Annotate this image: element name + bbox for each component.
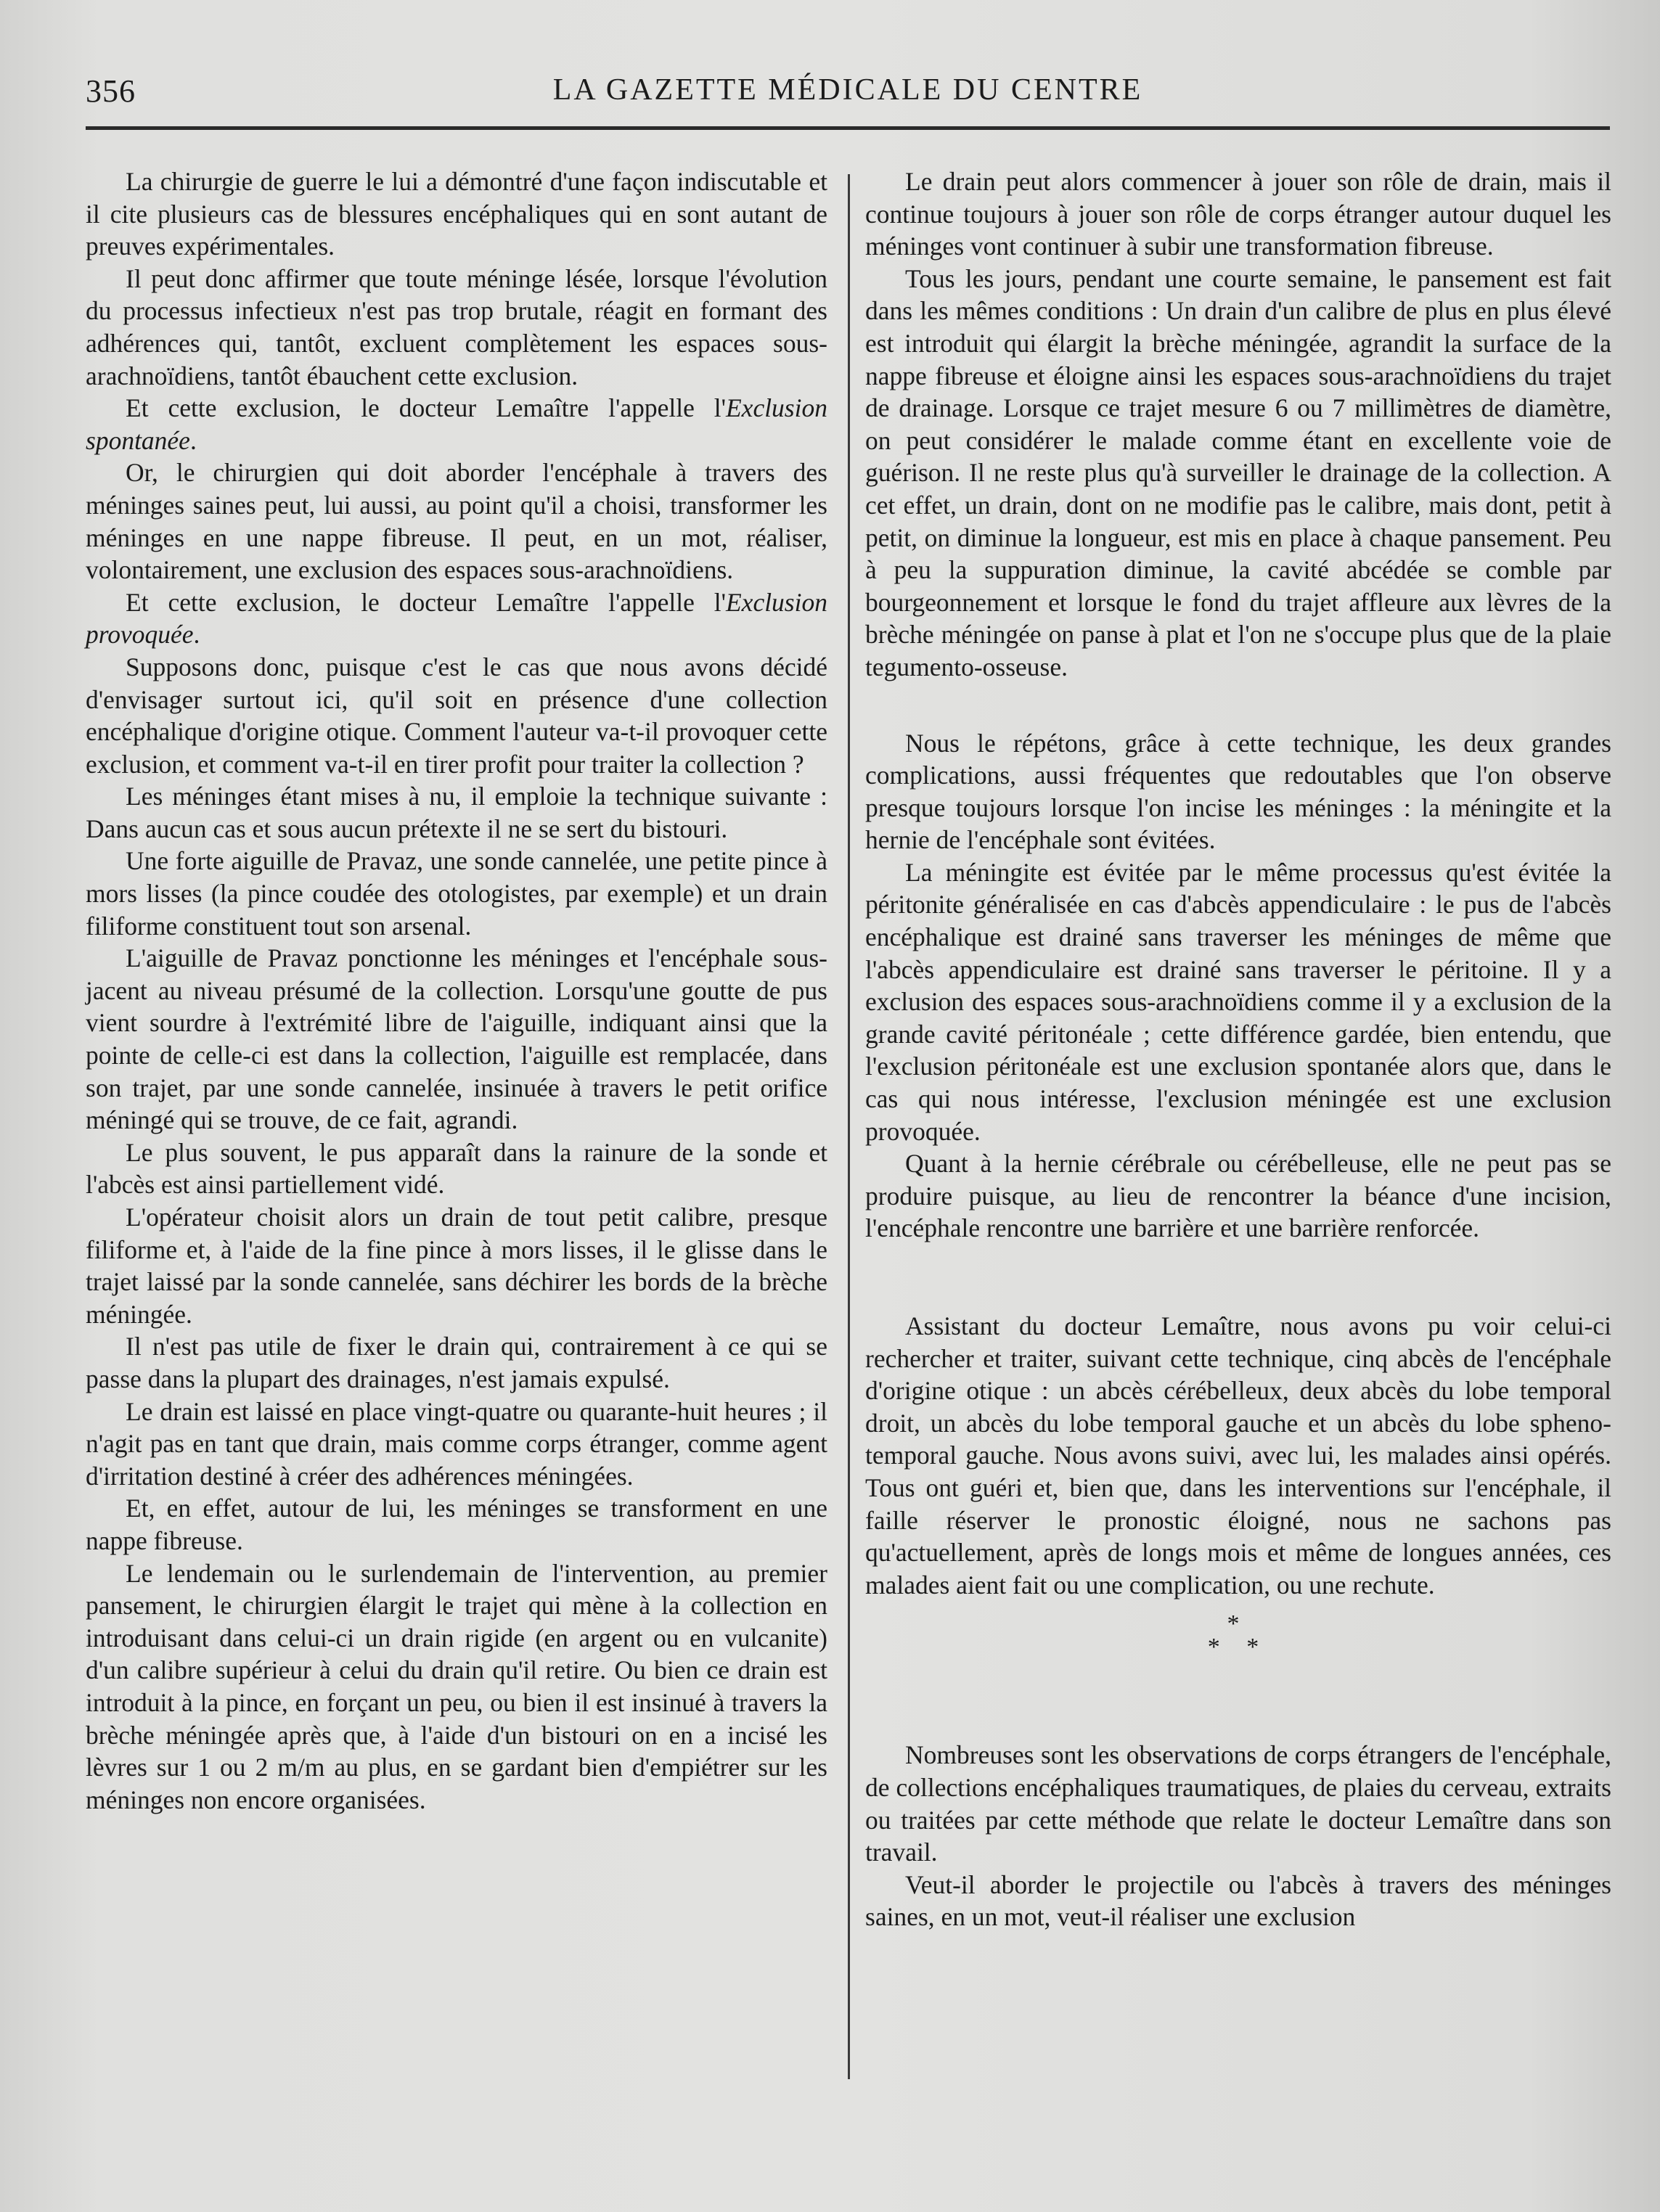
section-gap: [865, 684, 1611, 727]
paragraph: [86, 1557, 827, 1816]
paragraph-text: La méningite est évitée par le même processus qu'est évitée la péritonite généralisée en cas d'abcès appendiculaire : le pus de l'abcès encéphalique est drainé sans traverser les méninges de même que l'abcès appendiculaire est drainé sans traverser le péritoine. Il y a exclusion des espaces sous-arachnoïdiens comme il y a exclusion de la grande cavité péritonéale ; cette différence gardée, bien entendu, que l'exclusion péritonéale est une exclusion spontanée alors que, dans le cas qui nous intéresse, l'exclusion méningée est une exclusion provoquée.: [865, 857, 1611, 1146]
page-number: 356: [86, 73, 136, 109]
paragraph-text: Supposons donc, puisque c'est le cas que nous avons décidé d'envisager surtout ici, qu'il soit en présence d'une collection encéphalique d'origine otique. Comment l'auteur va-t-il provoquer cette exclusion, et comment va-t-il en tirer profit pour traiter la collection ?: [86, 652, 827, 779]
paragraph-text: Le drain peut alors commencer à jouer son rôle de drain, mais il continue toujours à jouer son rôle de corps étranger autour duquel les méninges vont continuer à subir une transformation fibreuse.: [865, 167, 1611, 261]
column-divider: [848, 174, 850, 2079]
paragraph-text: Assistant du docteur Lemaître, nous avons pu voir celui-ci rechercher et traiter, suivant cette technique, cinq abcès de l'encéphale d'origine otique : un abcès cérébelleux, deux abcès du lobe temporal droit, un abcès du lobe temporal gauche et un abcès du lobe spheno-temporal gauche. Nous avons suivi, avec lui, les malades ainsi opérés. Tous ont guéri et, bien que, dans les interventions sur l'encéphale, il faille réserver le pronostic éloigné, nous ne sachons pas qu'actuellement, après de longs mois et même de longues années, ces malades aient fait ou une complication, ou une rechute.: [865, 1311, 1611, 1599]
paragraph: [86, 942, 827, 1136]
paragraph-text: Nous le répétons, grâce à cette technique, les deux grandes complications, aussi fréquentes que redoutables que l'on observe presque toujours lorsque l'on incise les méninges : la méningite et la hernie de l'encéphale sont évitées.: [865, 728, 1611, 855]
paragraph: [86, 1201, 827, 1330]
paragraph-text: La chirurgie de guerre le lui a démontré d'une façon indiscutable et il cite plusieurs cas de blessures encéphaliques qui en sont autant de preuves expérimentales.: [86, 167, 827, 261]
paragraph: [86, 392, 827, 456]
paragraph: [865, 1147, 1611, 1245]
asterism-separator: * * *: [1207, 1610, 1269, 1661]
paragraph-text: Et, en effet, autour de lui, les méninges se transforment en une nappe fibreuse.: [86, 1494, 827, 1555]
paragraph: [86, 1492, 827, 1557]
header-rule: [86, 126, 1610, 130]
paragraph: [865, 165, 1611, 263]
left-column: [86, 165, 827, 1816]
paragraph: [86, 1396, 827, 1493]
paragraph-text: Quant à la hernie cérébrale ou cérébelleuse, elle ne peut pas se produire puisque, au lieu de rencontrer la béance d'une incision, l'encéphale rencontre une barrière et une barrière renforcée.: [865, 1149, 1611, 1243]
paragraph: [865, 856, 1611, 1147]
paragraph: [86, 651, 827, 780]
section-gap: [865, 1245, 1611, 1310]
paragraph-text-tail: .: [193, 620, 200, 650]
paragraph: [86, 1136, 827, 1201]
paragraph-text: Le lendemain ou le surlendemain de l'intervention, au premier pansement, le chirurgien élargit le trajet qui mène à la collection en introduisant dans celui-ci un drain rigide (en argent ou en vulcanite) d'un calibre supérieur à celui du drain qu'il retire. Ou bien ce drain est introduit à la pince, en forçant un peu, ou bien il est insinué à travers la brèche méningée après que, à l'aide d'un bistouri on en a incisé les lèvres sur 1 ou 2 m/m au plus, en se gardant bien d'empiétrer sur les méninges non encore organisées.: [86, 1558, 827, 1814]
right-column: [865, 165, 1611, 1933]
page-header: [86, 73, 1610, 116]
paragraph: [865, 727, 1611, 856]
paragraph: [865, 1310, 1611, 1601]
paragraph: [86, 165, 827, 263]
paragraph-text-tail: .: [189, 425, 197, 455]
paragraph-text: L'aiguille de Pravaz ponctionne les méninges et l'encéphale sous-jacent au niveau présumé de la collection. Lorsqu'une goutte de pus vient sourdre à l'extrémité libre de l'aiguille, indiquant ainsi que la pointe de celle-ci est dans la collection, l'aiguille est remplacée, dans son trajet, par une sonde cannelée, insinuée à travers le petit orifice méningé qui se trouve, de ce fait, agrandi.: [86, 943, 827, 1135]
paragraph-text: L'opérateur choisit alors un drain de tout petit calibre, presque filiforme et, à l'aide de la fine pince à mors lisses, il le glisse dans le trajet laissé par la sonde cannelée, sans déchirer les bords de la brèche méningée.: [86, 1203, 827, 1329]
paragraph-text: Nombreuses sont les observations de corps étrangers de l'encéphale, de collections encéphaliques traumatiques, de plaies du cerveau, extraits ou traitées par cette méthode que relate le docteur Lemaître dans son travail.: [865, 1740, 1611, 1867]
paragraph: [86, 845, 827, 942]
paragraph-text: Une forte aiguille de Pravaz, une sonde cannelée, une petite pince à mors lisses (la pince coudée des otologistes, par exemple) et un drain filiforme constituent tout son arsenal.: [86, 846, 827, 941]
paragraph-text: Il peut donc affirmer que toute méninge lésée, lorsque l'évolution du processus infectieux n'est pas trop brutale, réagit en formant des adhérences qui, tantôt, excluent complètement les espaces sous-arachnoïdiens, tantôt ébauchent cette exclusion.: [86, 263, 827, 390]
paragraph-text: Tous les jours, pendant une courte semaine, le pansement est fait dans les mêmes conditions : Un drain d'un calibre de plus en plus élevé est introduit qui élargit la brèche méningée, agrandit la surface de la nappe fibreuse et éloigne ainsi les espaces sous-arachnoïdiens du trajet de drainage. Lorsque ce trajet mesure 6 ou 7 millimètres de diamètre, on peut considérer le malade comme étant en excellente voie de guérison. Il ne reste plus qu'à surveiller le drainage de la collection. A cet effet, un drain, dont on ne modifie pas le calibre, mais dont, petit à petit, on diminue la longueur, est mis en place à chaque pansement. Peu à peu la suppuration diminue, la cavité abcédée se comble par bourgeonnement et lorsque le fond du trajet affleure aux lèvres de la brèche méningée on panse à plat et l'on ne s'occupe plus que de la plaie tegumento-osseuse.: [865, 263, 1611, 681]
italic-term: Exclusion provoquée: [86, 587, 827, 650]
paragraph-text: Le plus souvent, le pus apparaît dans la rainure de la sonde et l'abcès est ainsi partiellement vidé.: [86, 1137, 827, 1200]
paragraph: [865, 1739, 1611, 1868]
paragraph-text: Et cette exclusion, le docteur Lemaître l'appelle l': [126, 587, 726, 617]
running-title: LA GAZETTE MÉDICALE DU CENTRE: [552, 73, 1143, 107]
paragraph: [865, 1869, 1611, 1933]
paragraph: [86, 586, 827, 651]
paragraph: [86, 263, 827, 392]
paragraph-text: Et cette exclusion, le docteur Lemaître l'appelle l': [126, 393, 726, 423]
paragraph: [86, 1330, 827, 1395]
paragraph: [86, 780, 827, 845]
paragraph-text: Il n'est pas utile de fixer le drain qui, contrairement à ce qui se passe dans la plupart des drainages, n'est jamais expulsé.: [86, 1332, 827, 1393]
paragraph-text: Le drain est laissé en place vingt-quatre ou quarante-huit heures ; il n'agit pas en tant que drain, mais comme corps étranger, comme agent d'irritation destiné à créer des adhérences méningées.: [86, 1396, 827, 1491]
italic-term: Exclusion spontanée: [86, 393, 827, 455]
paragraph-text: Veut-il aborder le projectile ou l'abcès à travers des méninges saines, en un mot, veut-il réaliser une exclusion: [865, 1869, 1611, 1932]
paragraph: [86, 456, 827, 586]
paragraph-text: Les méninges étant mises à nu, il emploie la technique suivante : Dans aucun cas et sous aucun prétexte il ne se sert du bistouri.: [86, 782, 827, 843]
paragraph: [865, 263, 1611, 684]
paragraph-text: Or, le chirurgien qui doit aborder l'encéphale à travers des méninges saines peut, lui aussi, au point qu'il a choisi, transformer les méninges en une nappe fibreuse. Il peut, en un mot, réaliser, volontairement, une exclusion des espaces sous-arachnoïdiens.: [86, 458, 827, 585]
